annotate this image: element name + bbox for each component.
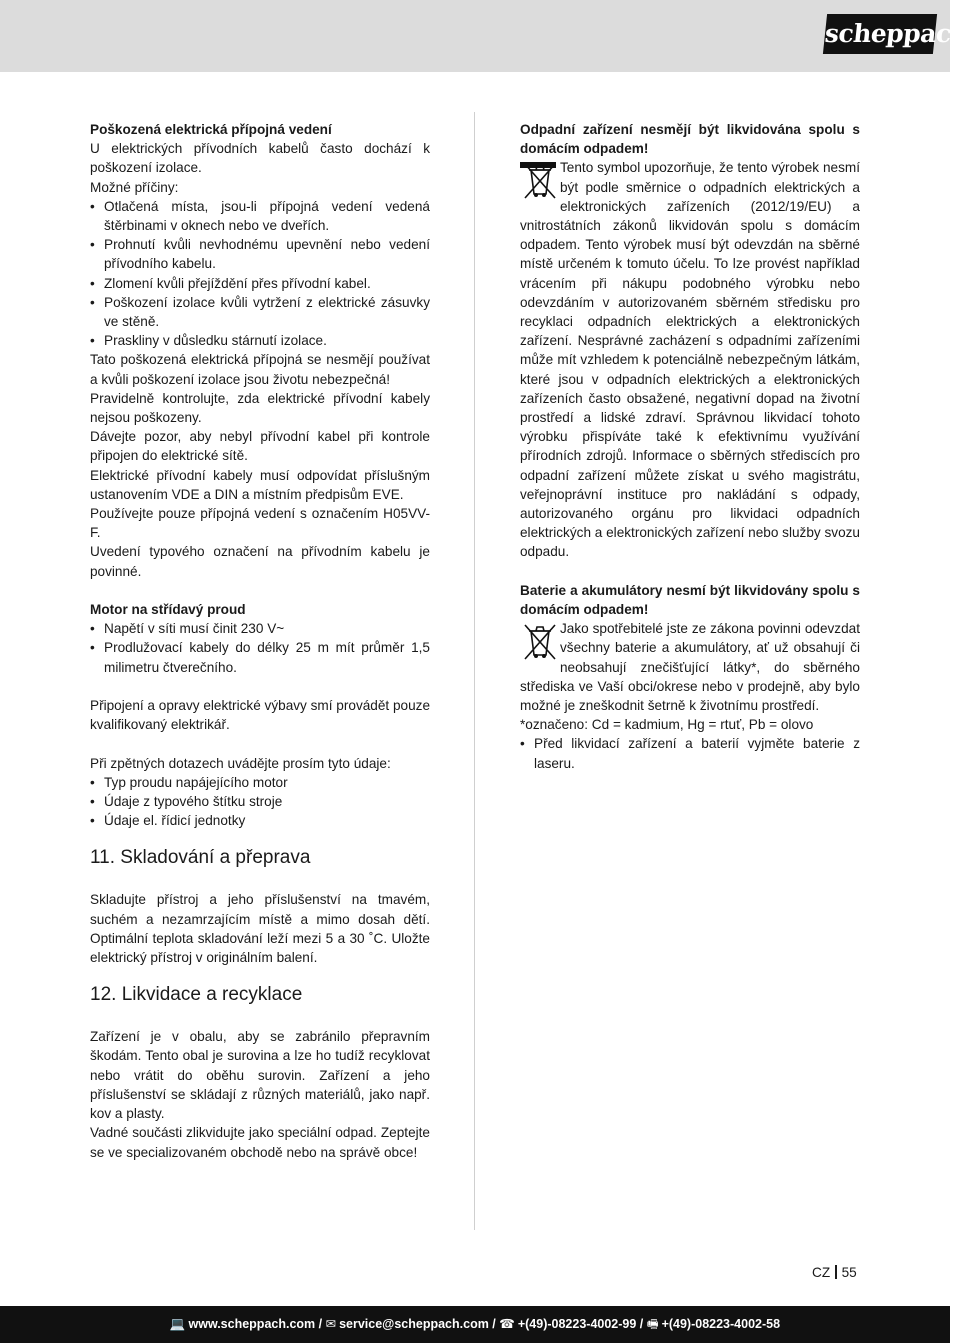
weee-symbol xyxy=(520,158,560,200)
list-item: • Před likvidací zařízení a baterií vyjměte baterie z laseru. xyxy=(520,734,860,772)
paragraph: Tato poškozená elektrická přípojná se nesmějí používat a kvůli poškození izolace jsou životu nebezpečná! xyxy=(90,352,430,387)
crossed-bin-icon xyxy=(520,621,560,661)
paragraph: Připojení a opravy elektrické výbavy smí provádět pouze kvalifikovaný elektrikář. xyxy=(90,698,431,733)
paragraph: Zařízení je v obalu, aby se zabránilo přepravním škodám. Tento obal je surovina a lze ho tudíž recyklovat nebo vrátit do oběhu surovin. Zařízení a jeho příslušenství se skládají z různých materiálů, jako např. kov a plasty. xyxy=(90,1029,430,1122)
paragraph: Skladujte přístroj a jeho příslušenství na tmavém, suchém a nezamrzajícím místě a mimo dosah dětí. Optimální teplota skladování leží mezi 5 a 30 ˚C. Uložte elektrický přístroj v originálním balení. xyxy=(90,892,430,966)
battery-weee-symbol xyxy=(520,619,560,661)
paragraph: Elektrické přívodní kabely musí odpovídat příslušným ustanovením VDE a DIN a místním předpisům EVE. xyxy=(90,467,430,502)
list-item: • Zlomení kvůli přejíždění přes přívodní kabel. xyxy=(90,274,430,293)
phone-number: +(49)-08223-4002-99 xyxy=(517,1317,637,1331)
paragraph: Dávejte pozor, aby nebyl přívodní kabel při kontrole připojen do elektrické sítě. xyxy=(90,429,430,464)
paragraph: Vadné součásti zlikvidujte jako speciální odpad. Zeptejte se ve specializovaném obchodě nebo na správě obce! xyxy=(90,1125,430,1160)
scheppach-logo: scheppach xyxy=(823,14,937,54)
list-item: • Prodlužovací kabely do délky 25 m mít průměr 1,5 milimetru čtverečního. xyxy=(90,638,430,676)
paragraph: Při zpětných dotazech uvádějte prosím tyto údaje: xyxy=(90,755,391,771)
left-column xyxy=(90,120,430,1162)
list-item: • Údaje el. řídicí jednotky xyxy=(90,811,430,830)
paragraph: Uvedení typového označení na přívodním kabelu je povinné. xyxy=(90,544,430,579)
email-link[interactable]: service@scheppach.com xyxy=(339,1317,489,1331)
list-item: • Otlačená místa, jsou-li přípojná vedení vedená štěrbinami v oknech nebo ve dveřích. xyxy=(90,197,430,235)
fax-icon: 🖷 xyxy=(646,1317,659,1331)
crossed-bin-icon xyxy=(520,160,560,200)
computer-icon: 💻 xyxy=(169,1317,186,1331)
fax-number: +(49)-08223-4002-58 xyxy=(661,1317,781,1331)
heading-disposal: 12. Likvidace a recyklace xyxy=(90,984,303,1006)
paragraph: U elektrických přívodních kabelů často dochází k poškození izolace. xyxy=(90,141,430,176)
section-title-damaged-cables: Poškozená elektrická přípojná vedení xyxy=(90,122,332,137)
paragraph: Pravidelně kontrolujte, zda elektrické přívodní kabely nejsou poškozeny. xyxy=(90,390,430,426)
phone-icon: ☎ xyxy=(499,1317,515,1331)
paragraph: Možné příčiny: xyxy=(90,179,179,195)
section-title-ac-motor: Motor na střídavý proud xyxy=(90,602,246,618)
footer-contact-bar: 💻 www.scheppach.com / ✉ service@scheppach.com / ☎ +(49)-08223-4002-99 / 🖷 +(49)-08223-4002-58 xyxy=(0,1306,950,1343)
list-item: • Prohnutí kvůli nevhodnému upevnění nebo vedení přívodního kabelu. xyxy=(90,235,430,273)
header-band xyxy=(0,0,950,72)
list-item: • Údaje z typového štítku stroje xyxy=(90,792,430,811)
page-number: CZ 55 xyxy=(812,1265,857,1280)
section-title-batteries: Baterie a akumulátory nesmí být likvidovány spolu s domácím odpadem! xyxy=(520,582,860,618)
paragraph: Tento symbol upozorňuje, že tento výrobek nesmí být podle směrnice o odpadních elektrických a elektronických zařízeních (2012/19/EU) a vnitrostátních zákonů likvidován spolu s domácím odpadem. Tento výrobek musí být odevzdán na sběrné místě určeném k tomuto účelu. To lze provést například vrácením při nákupu podobného výrobku nebo odevzdáním v autorizovaném sběrném středisku pro recyklaci odpadních elektrických a elektronických zařízení. Nesprávné zacházení s odpadními zařízeními může mít vzhledem k potenciálně nebezpečným látkám, které jsou v odpadních elektrických a elektronických zařízeních často obsažené, negativní dopad na životní prostředí a lidské zdraví. Správnou likvidací tohoto výrobku přispíváte také k efektivnímu využívání přírodních zdrojů. Informace o sběrných střediscích pro odpadní zařízení můžete získat u svého magistrátu, veřejnoprávní instituce pro nakládání s odpady, autorizovaného orgánu pro likvidaci odpadních elektrických a elektronických zařízení nebo služby svozu odpadu. xyxy=(520,160,860,560)
list-item: • Typ proudu napájejícího motor xyxy=(90,773,430,792)
section-title-weee: Odpadní zařízení nesmějí být likvidována spolu s domácím odpadem! xyxy=(520,122,860,157)
inquiry-list xyxy=(90,773,430,831)
column-divider xyxy=(474,112,475,1230)
paragraph: Jako spotřebitelé jste ze zákona povinni odevzdat všechny baterie a akumulátory, ať už obsahují či neobsahují znečišťující látky*, do sběrného střediska ve Vaší obci/okrese nebo v prodejně, aby bylo možné je zneškodnit šetrně k životnímu prostředí. xyxy=(520,621,860,714)
right-column xyxy=(520,120,860,773)
list-item: • Napětí v síti musí činit 230 V~ xyxy=(90,619,430,638)
paragraph: *označeno: Cd = kadmium, Hg = rtuť, Pb = olovo xyxy=(520,717,814,733)
motor-list xyxy=(90,619,430,677)
paragraph: Používejte pouze přípojná vedení s označením H05VV-F. xyxy=(90,506,430,541)
list-item: • Praskliny v důsledku stárnutí izolace. xyxy=(90,331,430,350)
heading-storage: 11. Skladování a přeprava xyxy=(90,847,311,869)
list-item: • Poškození izolace kvůli vytržení z elektrické zásuvky ve stěně. xyxy=(90,293,430,331)
battery-list xyxy=(520,734,860,772)
mail-icon: ✉ xyxy=(325,1317,337,1331)
causes-list xyxy=(90,197,430,351)
website-link[interactable]: www.scheppach.com xyxy=(188,1317,316,1331)
